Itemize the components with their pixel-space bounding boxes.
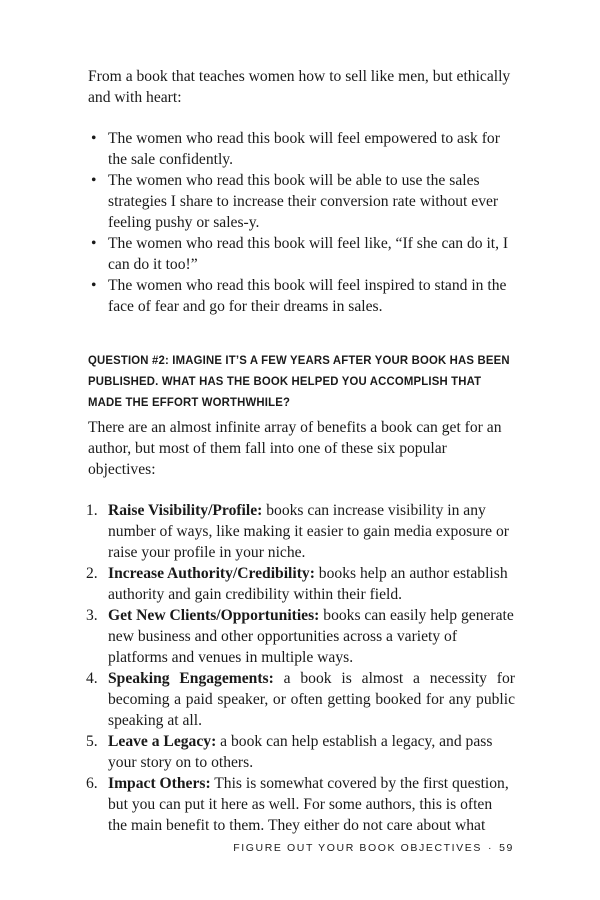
objectives-list xyxy=(88,500,515,836)
page-content xyxy=(88,66,515,836)
list-item xyxy=(88,233,515,275)
list-item xyxy=(88,170,515,233)
bullet-text: The women who read this book will feel empowered to ask for the sale confidently. xyxy=(108,130,500,168)
item-title: Get New Clients/Opportunities: xyxy=(108,607,320,624)
bullet-icon: • xyxy=(91,172,97,189)
list-item xyxy=(88,128,515,170)
bullet-text: The women who read this book will be able to use the sales strategies I share to increase their conversion rate without ever feeling pushy or sales-y. xyxy=(108,172,499,231)
item-number: 2. xyxy=(86,565,98,582)
bullet-icon: • xyxy=(91,235,97,252)
bullet-text: The women who read this book will feel like, “If she can do it, I can do it too!” xyxy=(108,235,509,273)
bullet-icon: • xyxy=(91,130,97,147)
list-item xyxy=(88,275,515,317)
item-text: This is somewhat covered by the first question, but you can put it here as well. For some authors, this is often the main benefit to them. They either do not care about what xyxy=(108,775,509,834)
question-body-paragraph: There are an almost infinite array of benefits a book can get for an author, but most of them fall into one of these six popular objectives: xyxy=(88,419,502,478)
item-text: a book can help establish a legacy, and pass your story on to others. xyxy=(108,733,493,771)
list-item xyxy=(88,773,515,836)
item-text: books help an author establish authority and gain credibility within their field. xyxy=(108,565,508,603)
intro-paragraph: From a book that teaches women how to sell like men, but ethically and with heart: xyxy=(88,68,511,106)
item-title: Increase Authority/Credibility: xyxy=(108,565,315,582)
running-head: FIGURE OUT YOUR BOOK OBJECTIVES xyxy=(233,842,482,854)
item-text: books can increase visibility in any number of ways, like making it easier to gain media exposure or raise your profile in your niche. xyxy=(108,502,509,561)
list-item xyxy=(88,731,515,773)
question-heading: QUESTION #2: IMAGINE IT’S A FEW YEARS AFTER YOUR BOOK HAS BEEN PUBLISHED. WHAT HAS THE BOOK HELPED YOU ACCOMPLISH THAT MADE THE EFFORT WORTHWHILE? xyxy=(88,353,510,409)
item-title: Leave a Legacy: xyxy=(108,733,217,750)
footer-separator: · xyxy=(488,842,494,854)
bullet-text: The women who read this book will feel inspired to stand in the face of fear and go for their dreams in sales. xyxy=(108,277,507,315)
item-number: 1. xyxy=(86,502,98,519)
item-number: 6. xyxy=(86,775,98,792)
item-number: 5. xyxy=(86,733,98,750)
item-title: Raise Visibility/Profile: xyxy=(108,502,263,519)
benefits-bullet-list xyxy=(88,128,515,317)
list-item xyxy=(88,563,515,605)
item-text: a book is almost a necessity for becoming a paid speaker, or often getting booked for any public speaking at all. xyxy=(108,670,515,729)
item-number: 4. xyxy=(86,670,98,687)
item-number: 3. xyxy=(86,607,98,624)
list-item xyxy=(88,668,515,731)
page-footer xyxy=(233,842,514,854)
page-number: 59 xyxy=(499,842,514,854)
list-item xyxy=(88,500,515,563)
item-title: Speaking Engagements: xyxy=(108,670,274,687)
bullet-icon: • xyxy=(91,277,97,294)
list-item xyxy=(88,605,515,668)
item-text: books can easily help generate new business and other opportunities across a variety of platforms and venues in multiple ways. xyxy=(108,607,514,666)
item-title: Impact Others: xyxy=(108,775,211,792)
